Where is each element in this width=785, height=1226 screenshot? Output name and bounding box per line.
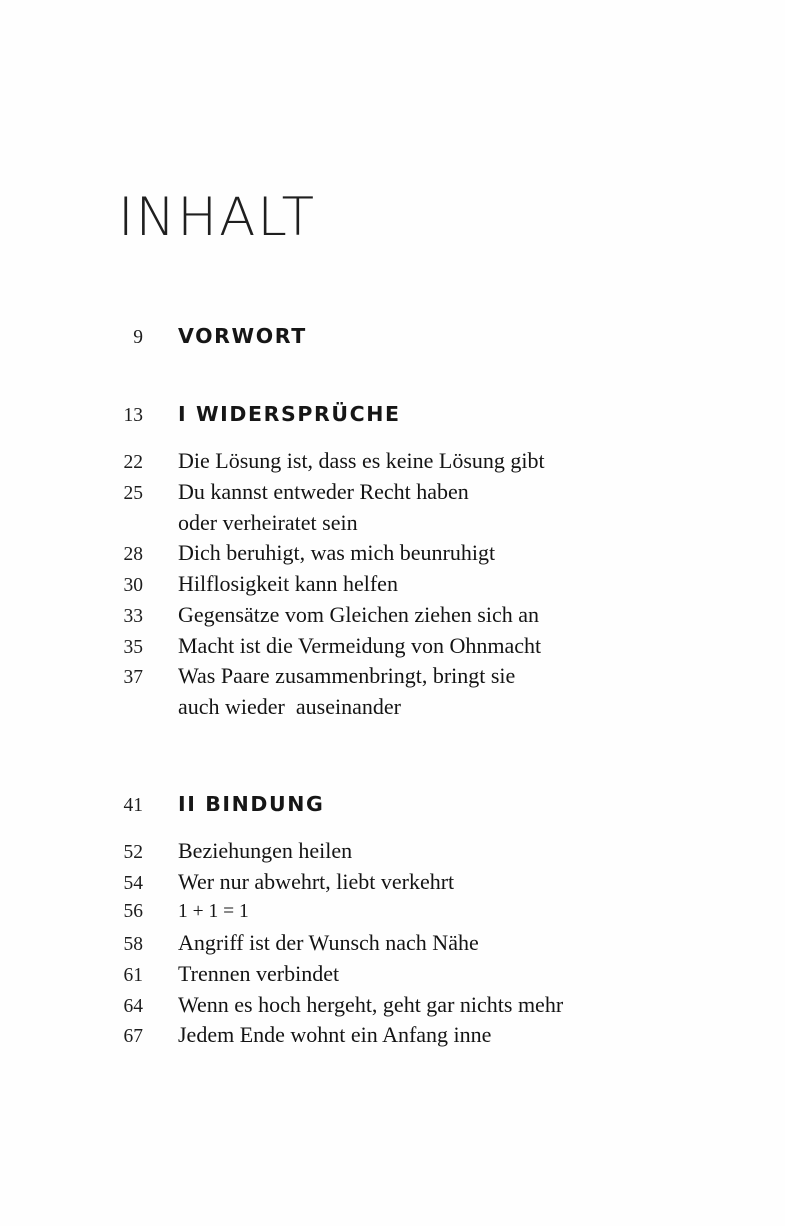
toc-heading-chapter-1[interactable] [0, 401, 785, 435]
toc-entry[interactable] [0, 963, 785, 994]
toc-entry[interactable] [0, 932, 785, 963]
toc-entry-title: Jedem Ende wohnt ein Anfang inne [178, 1022, 492, 1048]
page-number: 37 [123, 667, 143, 689]
page-number: 22 [123, 452, 143, 474]
page-number: 33 [123, 605, 143, 627]
spacer [0, 824, 785, 840]
toc-entry-continuation[interactable] [0, 509, 785, 543]
page-number: 35 [123, 636, 143, 658]
toc-entry[interactable] [0, 868, 785, 902]
page-number: 64 [123, 995, 143, 1017]
toc-entry[interactable] [0, 840, 785, 871]
page-number: 30 [123, 575, 143, 597]
toc-entry-title: Beziehungen heilen [178, 838, 353, 864]
page-number: 61 [123, 965, 143, 986]
toc-entry-title: Trennen verbindet [178, 961, 340, 986]
toc-entry[interactable] [0, 542, 785, 573]
toc-entry-title: 1 + 1 = 1 [178, 900, 249, 922]
toc-entry-title: Hilflosigkeit kann helfen [178, 571, 398, 597]
toc-entry[interactable] [0, 573, 785, 604]
page-number: 25 [123, 483, 143, 505]
toc-entry-title: Du kannst entweder Recht haben [178, 479, 469, 505]
toc-entry[interactable] [0, 991, 785, 1025]
toc-heading-chapter-2[interactable] [0, 791, 785, 825]
toc-entry[interactable] [0, 481, 785, 512]
page-number: 67 [123, 1026, 143, 1048]
toc-heading-label: I WIDERSPRÜCHE [178, 401, 401, 426]
spacer [0, 357, 785, 404]
toc-entry[interactable] [0, 601, 785, 635]
toc-entry-title: Was Paare zusammenbringt, bringt sie [178, 663, 516, 689]
toc-heading-vorwort[interactable] [0, 326, 785, 357]
toc-heading-label: II BINDUNG [178, 791, 325, 816]
page-number: 41 [123, 794, 143, 816]
page-number: 9 [133, 327, 143, 348]
spacer [0, 727, 785, 794]
page-number: 56 [123, 900, 143, 922]
toc-entry[interactable] [0, 632, 785, 666]
page-number: 13 [123, 404, 143, 426]
toc-entry-title: Die Lösung ist, dass es keine Lösung gibt [178, 448, 545, 474]
toc-entry-title: Wenn es hoch hergeht, geht gar nichts mehr [178, 991, 564, 1017]
toc-entry[interactable] [0, 902, 785, 933]
toc-heading-label: VORWORT [178, 324, 307, 348]
page-number: 28 [123, 544, 143, 566]
toc-entry[interactable] [0, 450, 785, 481]
toc-entry-title: Gegensätze vom Gleichen ziehen sich an [178, 601, 540, 627]
toc-entry[interactable] [0, 665, 785, 696]
toc-entry-title: Angriff ist der Wunsch nach Nähe [178, 930, 479, 956]
toc-entry[interactable] [0, 1024, 785, 1055]
toc-entry-continuation[interactable] [0, 693, 785, 727]
toc-entry-title: auch wieder auseinander [178, 693, 401, 719]
page-number: 58 [123, 934, 143, 956]
page-title: INHALT [118, 187, 316, 248]
page-number: 54 [123, 872, 143, 894]
toc-list [0, 326, 785, 1055]
toc-entry-title: Wer nur abwehrt, liebt verkehrt [178, 868, 455, 894]
page-number: 52 [123, 842, 143, 864]
toc-entry-title: oder verheiratet sein [178, 509, 358, 535]
toc-entry-title: Dich beruhigt, was mich beunruhigt [178, 540, 496, 566]
toc-entry-title: Macht ist die Vermeidung von Ohnmacht [178, 632, 542, 658]
